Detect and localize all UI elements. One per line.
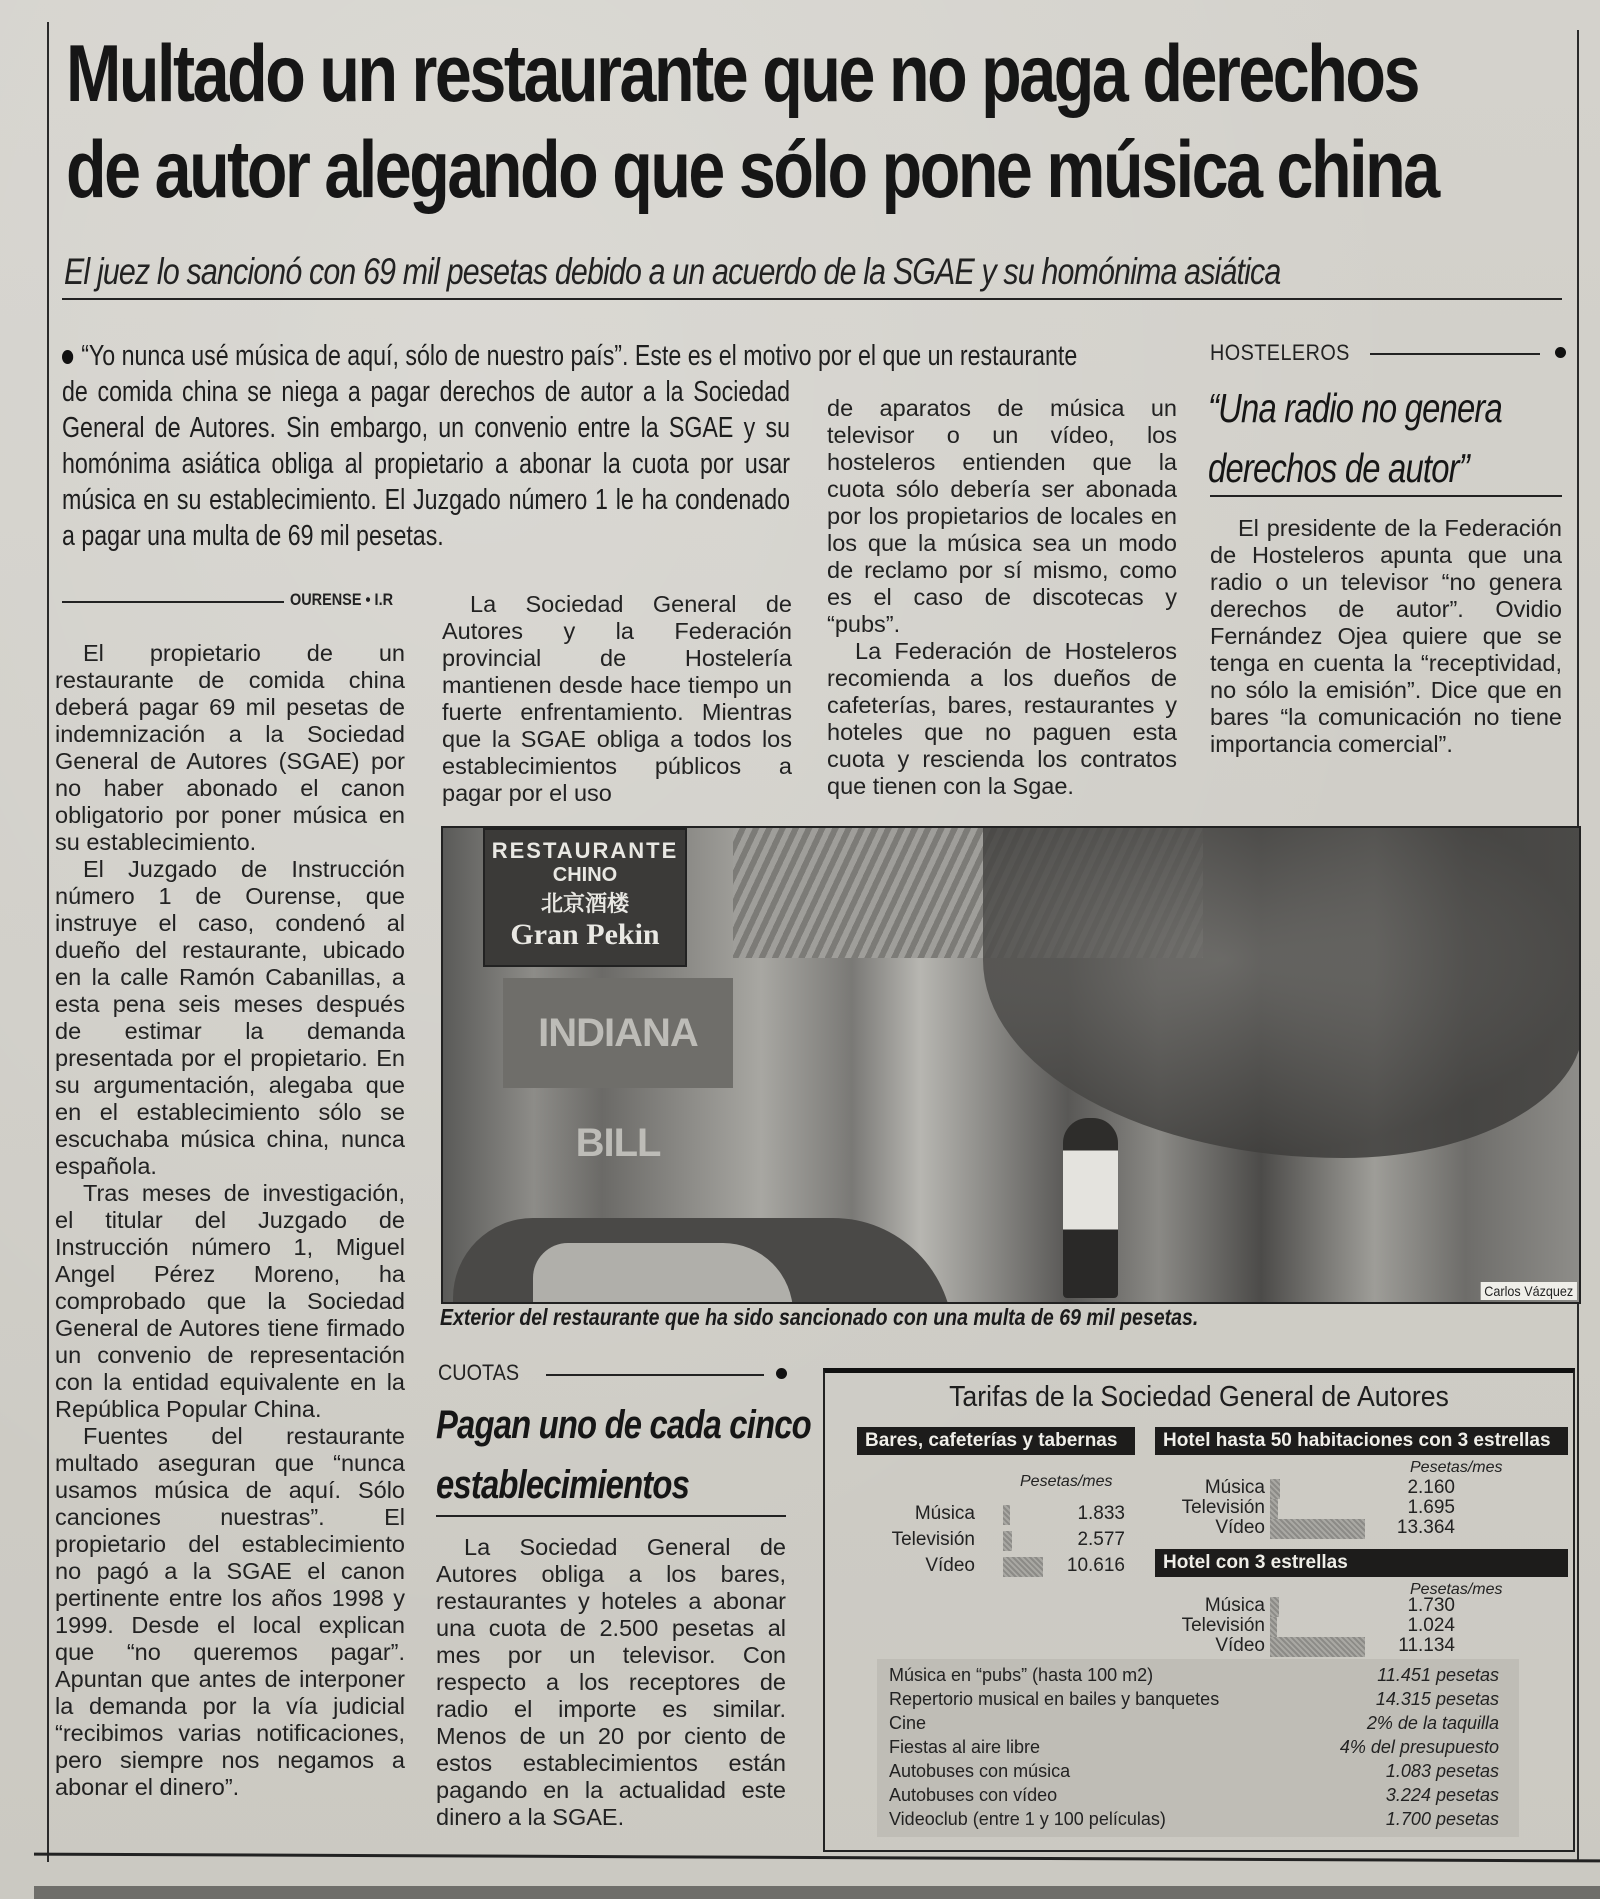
paragraph: Fuentes del restaurante multado aseguran que “nunca usamos música de aquí. Sólo canciones nuestras”. El propietario del establecimiento no pagó a la SGAE el canon pertinente entre los años 1998 y 1999. Desde el local explican que “no queremos pagar”. Apuntan que antes de interponer la demanda por la vía judicial “recibimos varias notificaciones, pero siempre nos negamos a abonar el dinero”. bbox=[55, 1423, 405, 1800]
tariff-row: Música bbox=[914, 1503, 975, 1524]
tariff-title: Tarifas de la Sociedad General de Autores bbox=[949, 1381, 1449, 1413]
paragraph: La Sociedad General de Autores y la Federación provincial de Hostelería mantienen desde hace tiempo un fuerte enfrentamiento. Mientras que la SGAE obliga a todos los establecimientos públicos a pagar por el uso bbox=[442, 591, 792, 806]
misc-rate-row: Autobuses con música 1.083 pesetas bbox=[889, 1761, 1499, 1781]
misc-rate-row: Fiestas al aire libre 4% del presupuesto bbox=[889, 1737, 1499, 1757]
tariff-bar bbox=[1270, 1479, 1280, 1499]
dateline-text: OURENSE • I.R bbox=[290, 590, 394, 609]
cuotas-kicker-rule bbox=[546, 1374, 764, 1376]
cuotas-rule bbox=[436, 1515, 786, 1517]
misc-rate-row: Música en “pubs” (hasta 100 m2) 11.451 pesetas bbox=[889, 1665, 1499, 1685]
cuotas-body bbox=[436, 1534, 786, 1831]
paragraph: El propietario de un restaurante de comida china deberá pagar 69 mil pesetas de indemnización a la Sociedad General de Autores (SGAE) por no haber abonado el canon obligatorio por poner música en su establecimiento. bbox=[55, 640, 405, 855]
dateline-rule bbox=[62, 601, 284, 603]
tariff-value: 1.730 bbox=[1407, 1595, 1455, 1616]
article-column-3 bbox=[827, 395, 1177, 800]
tariff-value: 11.134 bbox=[1398, 1635, 1455, 1656]
cuotas-kicker bbox=[438, 1360, 788, 1386]
photo-credit: Carlos Vázquez bbox=[1481, 1282, 1577, 1300]
page-border-left bbox=[47, 22, 49, 1862]
tariff-bar bbox=[1270, 1519, 1365, 1539]
unit-label: Pesetas/mes bbox=[1020, 1473, 1113, 1490]
paragraph: de aparatos de música un televisor o un vídeo, los hosteleros entienden que la cuota sólo debería ser abonada por los propietarios de locales en los que la música sea un modo de reclamo por sí mismo, como es el caso de discotecas y “pubs”. bbox=[827, 395, 1177, 637]
misc-rate-row: Cine 2% de la taquilla bbox=[889, 1713, 1499, 1733]
headline bbox=[66, 26, 1438, 218]
misc-rates-box bbox=[877, 1659, 1519, 1837]
tariff-bar bbox=[1270, 1637, 1365, 1657]
photo-car-window bbox=[533, 1243, 793, 1304]
tariff-value: 1.833 bbox=[1077, 1503, 1125, 1524]
photo-person bbox=[1063, 1118, 1118, 1298]
sidebar-kicker bbox=[1210, 340, 1570, 366]
tariff-value: 13.364 bbox=[1396, 1517, 1455, 1538]
sidebar-kicker-label: HOSTELEROS bbox=[1210, 340, 1350, 365]
tariff-value: 1.024 bbox=[1407, 1615, 1455, 1636]
tariff-value: 2.160 bbox=[1407, 1477, 1455, 1498]
tariff-row: Vídeo bbox=[1215, 1517, 1265, 1538]
photo-awning: INDIANA BILL bbox=[503, 978, 733, 1088]
tariff-group-header: Hotel hasta 50 habitaciones con 3 estrellas bbox=[1155, 1427, 1568, 1455]
sidebar-body bbox=[1210, 515, 1562, 758]
tariff-row: Televisión bbox=[1181, 1497, 1265, 1518]
tariff-bar bbox=[1270, 1617, 1277, 1637]
misc-rate-row: Videoclub (entre 1 y 100 películas) 1.700 pesetas bbox=[889, 1809, 1499, 1829]
paragraph: La Federación de Hosteleros recomienda a los dueños de cafeterías, bares, restaurantes y hoteles que no paguen esta cuota y rescienda los contratos que tienen con la Sgae. bbox=[827, 638, 1177, 799]
tariff-row: Música bbox=[1204, 1595, 1265, 1616]
cuotas-kicker-label: CUOTAS bbox=[438, 1360, 520, 1385]
photo-tree bbox=[983, 828, 1581, 1158]
tariff-bar bbox=[1270, 1597, 1279, 1617]
dateline bbox=[62, 590, 412, 612]
tariff-row: Vídeo bbox=[1215, 1635, 1265, 1656]
restaurant-sign: RESTAURANTE CHINO 北京酒楼 Gran Pekin bbox=[483, 828, 687, 967]
tariff-value: 10.616 bbox=[1066, 1555, 1125, 1576]
photo-caption: Exterior del restaurante que ha sido sancionado con una multa de 69 mil pesetas. bbox=[440, 1304, 1199, 1330]
tariff-group-header: Bares, cafeterías y tabernas bbox=[857, 1427, 1135, 1455]
unit-label: Pesetas/mes bbox=[1410, 1581, 1503, 1598]
paragraph: El presidente de la Federación de Hosteleros apunta que una radio o un televisor “no genera derechos de autor”. Ovidio Fernández Ojea quiere que se tenga en cuenta la “receptividad, no sólo la emisión”. Dice que en bares “la comunicación no tiene importancia comercial”. bbox=[1210, 515, 1562, 757]
headline-line-2: de autor alegando que sólo pone música china bbox=[66, 125, 1438, 215]
tariff-value: 1.695 bbox=[1407, 1497, 1455, 1518]
restaurant-photo bbox=[441, 826, 1581, 1304]
bullet-icon bbox=[776, 1368, 787, 1379]
tariff-group-header: Hotel con 3 estrellas bbox=[1155, 1549, 1568, 1577]
bottom-strip bbox=[34, 1886, 1600, 1899]
tariff-bar bbox=[1270, 1499, 1278, 1519]
article-column-2 bbox=[442, 591, 792, 807]
tariff-row: Televisión bbox=[891, 1529, 975, 1550]
misc-rate-row: Autobuses con vídeo 3.224 pesetas bbox=[889, 1785, 1499, 1805]
tariff-infographic bbox=[823, 1368, 1575, 1852]
misc-rate-row: Repertorio musical en bailes y banquetes 14.315 pesetas bbox=[889, 1689, 1499, 1709]
paragraph: Tras meses de investigación, el titular del Juzgado de Instrucción número 1, Miguel Angel Pérez Moreno, ha comprobado que la Sociedad General de Autores tiene firmado un convenio de representación con la entidad equivalente en la República Popular China. bbox=[55, 1180, 405, 1422]
paragraph: El Juzgado de Instrucción número 1 de Ourense, que instruye el caso, condenó al dueño del restaurante, ubicado en la calle Ramón Cabanillas, a esta pena seis meses después de estimar la demanda presentada por el propietario. En su argumentación, alegaba que en el establecimiento sólo se escuchaba música china, nunca española. bbox=[55, 856, 405, 1179]
bullet-icon bbox=[62, 350, 73, 364]
tariff-value: 2.577 bbox=[1077, 1529, 1125, 1550]
bottom-rule bbox=[34, 1853, 1600, 1863]
unit-label: Pesetas/mes bbox=[1410, 1459, 1503, 1476]
tariff-row: Televisión bbox=[1181, 1615, 1265, 1636]
bullet-icon bbox=[1555, 347, 1566, 358]
subheadline: El juez lo sancionó con 69 mil pesetas debido a un acuerdo de la SGAE y su homónima asiática bbox=[64, 251, 1281, 292]
sidebar-rule bbox=[1210, 495, 1562, 497]
tariff-bar bbox=[1003, 1505, 1010, 1525]
paragraph: La Sociedad General de Autores obliga a los bares, restaurantes y hoteles a abonar una cuota de 2.500 pesetas al mes por un televisor. Con respecto a los receptores de radio el importe es similar. Menos de un 20 por ciento de estos establecimientos están pagando en la actualidad este dinero a la SGAE. bbox=[436, 1534, 786, 1830]
article-column-1 bbox=[55, 640, 405, 1801]
sidebar-title: “Una radio no genera derechos de autor” bbox=[1208, 385, 1502, 491]
lead-rest: de comida china se niega a pagar derechos de autor a la Sociedad General de Autores. Sin embargo, un convenio entre la SGAE y su homónima asiática obliga al propietario a abonar la cuota por usar música en su establecimiento. El Juzgado número 1 le ha condenado a pagar una multa de 69 mil pesetas. bbox=[62, 376, 790, 552]
tariff-bar bbox=[1003, 1531, 1012, 1551]
tariff-row: Vídeo bbox=[925, 1555, 975, 1576]
tariff-row: Música bbox=[1204, 1477, 1265, 1498]
lead-first-line: “Yo nunca usé música de aquí, sólo de nuestro país”. Este es el motivo por el que un restaurante bbox=[62, 338, 1182, 374]
sidebar-kicker-rule bbox=[1370, 353, 1540, 355]
cuotas-title: Pagan uno de cada cinco establecimientos bbox=[436, 1403, 811, 1507]
subheadline-rule bbox=[62, 298, 1562, 300]
headline-line-1: Multado un restaurante que no paga derechos bbox=[66, 29, 1419, 119]
